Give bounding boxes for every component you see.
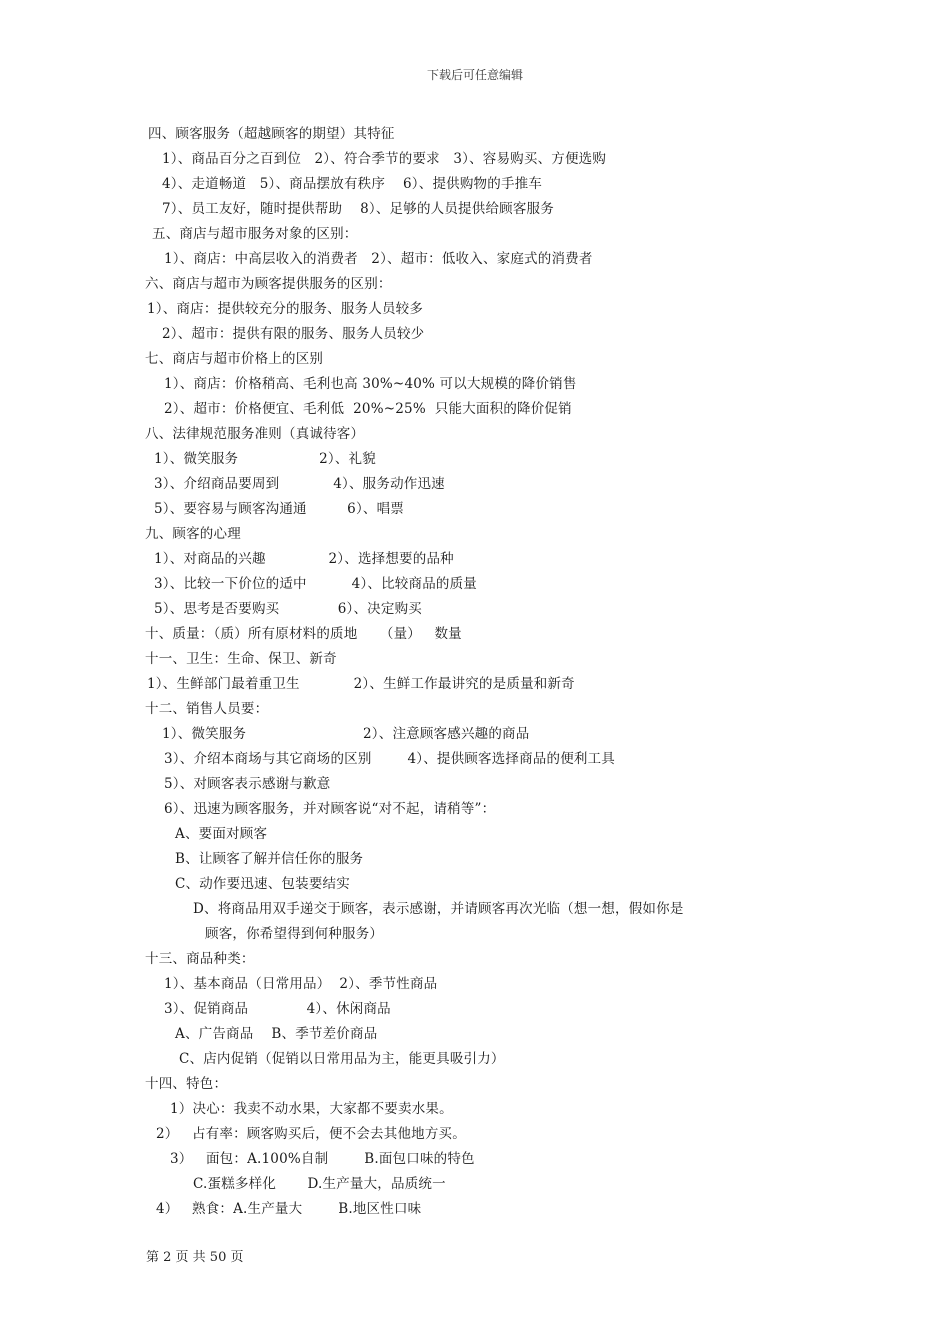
text-line: C、动作要迅速、包装要结实 [175, 876, 350, 892]
text-line: 五、商店与超市服务对象的区别： [152, 226, 358, 242]
text-line: 2）、超市：价格便宜、毛利低 20%~25% 只能大面积的降价促销 [164, 401, 572, 417]
text-line: 2）、超市：提供有限的服务、服务人员较少 [162, 326, 425, 342]
text-line: 1）决心：我卖不动水果，大家都不要卖水果。 [170, 1101, 453, 1117]
text-line: B、让顾客了解并信任你的服务 [175, 851, 364, 867]
text-line: 十二、销售人员要： [145, 701, 269, 717]
text-line: 5）、思考是否要购买 6）、决定购买 [154, 601, 422, 617]
text-line: 六、商店与超市为顾客提供服务的区别： [145, 276, 392, 292]
text-line: 1）、微笑服务 2）、注意顾客感兴趣的商品 [162, 726, 530, 742]
page-header: 下载后可任意编辑 [426, 68, 523, 82]
text-line: A、广告商品 B、季节差价商品 [175, 1026, 378, 1042]
text-line: 1）、商店：中高层收入的消费者 2）、超市：低收入、家庭式的消费者 [164, 251, 593, 267]
text-line: C.蛋糕多样化 D.生产量大，品质统一 [193, 1176, 446, 1192]
text-line: 1）、商店：提供较充分的服务、服务人员较多 [147, 301, 424, 317]
text-line: 十一、卫生：生命、保卫、新奇 [145, 651, 337, 667]
text-line: 1）、微笑服务 2）、礼貌 [154, 451, 376, 467]
text-line: 1）、对商品的兴趣 2）、选择想要的品种 [154, 551, 454, 567]
text-line: 6）、迅速为顾客服务，并对顾客说“对不起，请稍等”： [164, 801, 496, 817]
text-line: 七、商店与超市价格上的区别 [145, 351, 324, 367]
text-line: 八、法律规范服务准则（真诚待客） [145, 426, 365, 442]
text-line: 3）、介绍商品要周到 4）、服务动作迅速 [154, 476, 445, 492]
text-line: 十、质量：（质）所有原材料的质地 （量） 数量 [145, 626, 462, 642]
text-line: 3） 面包：A.100%自制 B.面包口味的特色 [170, 1151, 475, 1167]
text-line: 3）、比较一下价位的适中 4）、比较商品的质量 [154, 576, 477, 592]
text-line: 顾客，你希望得到何种服务） [205, 926, 384, 942]
text-line: 1）、商品百分之百到位 2）、符合季节的要求 3）、容易购买、方便选购 [162, 151, 607, 167]
text-line: D、将商品用双手递交于顾客，表示感谢，并请顾客再次光临（想一想，假如你是 [193, 901, 684, 917]
text-line: 2） 占有率：顾客购买后，便不会去其他地方买。 [156, 1126, 466, 1142]
text-line: 7）、员工友好，随时提供帮助 8）、足够的人员提供给顾客服务 [162, 201, 554, 217]
text-line: 十三、商品种类： [145, 951, 255, 967]
text-line: 5）、对顾客表示感谢与歉意 [164, 776, 331, 792]
text-line: 3）、促销商品 4）、休闲商品 [164, 1001, 391, 1017]
text-line: 四、顾客服务（超越顾客的期望）其特征 [148, 126, 395, 142]
text-line: 5）、要容易与顾客沟通通 6）、唱票 [154, 501, 404, 517]
text-line: 1）、基本商品（日常用品） 2）、季节性商品 [164, 976, 438, 992]
text-line: 3）、介绍本商场与其它商场的区别 4）、提供顾客选择商品的便利工具 [164, 751, 616, 767]
page-number: 第 2 页 共 50 页 [146, 1250, 244, 1265]
text-line: 4）、走道畅道 5）、商品摆放有秩序 6）、提供购物的手推车 [162, 176, 543, 192]
text-line: C、店内促销（促销以日常用品为主，能更具吸引力） [179, 1051, 505, 1067]
text-line: A、要面对顾客 [175, 826, 268, 842]
text-line: 1）、生鲜部门最着重卫生 2）、生鲜工作最讲究的是质量和新奇 [147, 676, 575, 692]
text-line: 1）、商店：价格稍高、毛利也高 30%~40% 可以大规模的降价销售 [164, 376, 577, 392]
text-line: 九、顾客的心理 [145, 526, 241, 542]
text-line: 十四、特色： [145, 1076, 228, 1092]
text-line: 4） 熟食：A.生产量大 B.地区性口味 [156, 1201, 422, 1217]
